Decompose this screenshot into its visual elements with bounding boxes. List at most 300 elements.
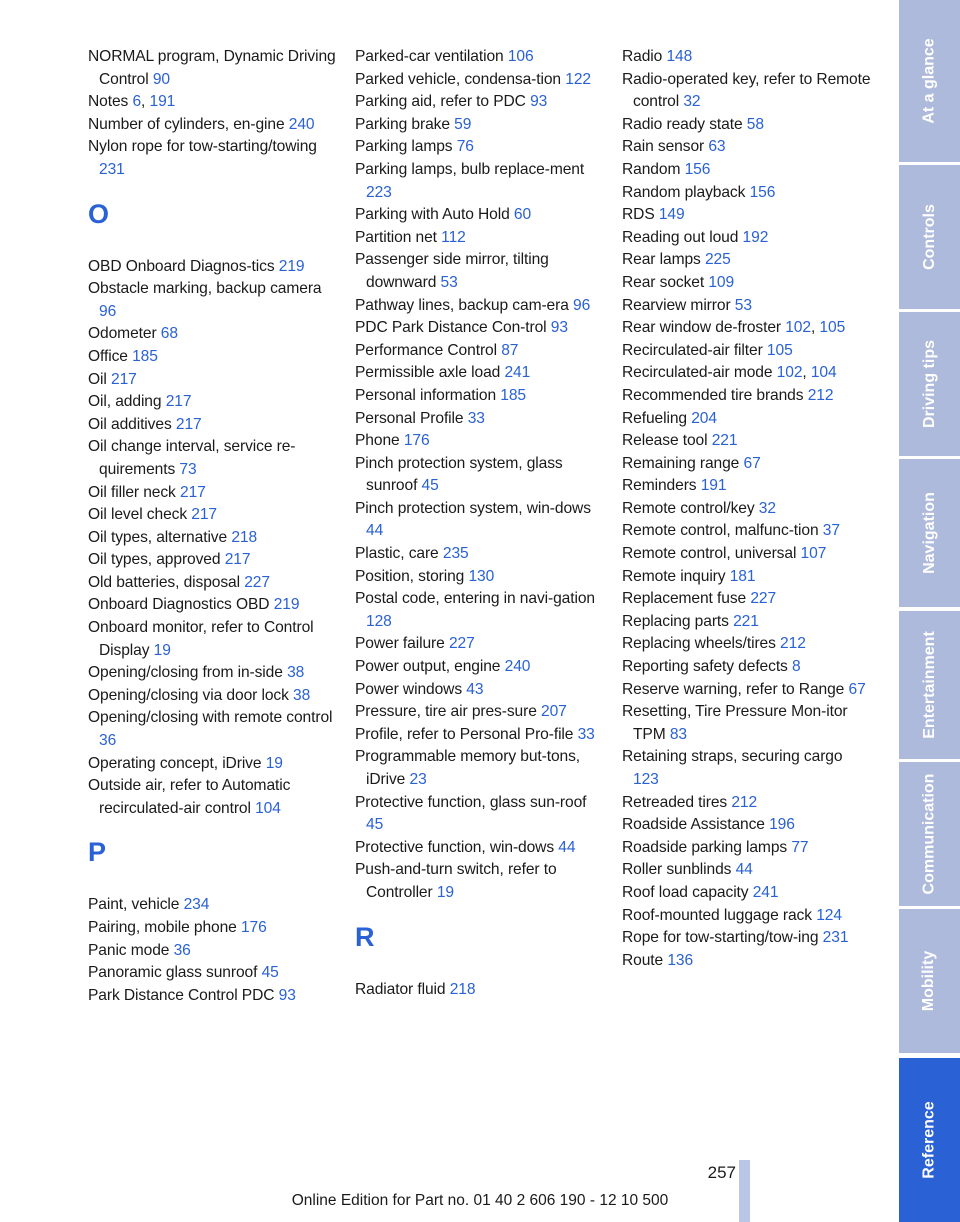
index-term: Replacing wheels/tires	[622, 635, 781, 653]
page-reference-link[interactable]: 19	[436, 883, 454, 901]
index-entry	[355, 792, 600, 837]
page-reference-link[interactable]: 136	[667, 951, 694, 969]
page-reference-link[interactable]: 219	[278, 257, 305, 275]
letter-heading: O	[88, 198, 110, 229]
index-entry	[355, 114, 600, 137]
index-entry	[622, 701, 872, 746]
page-reference-link[interactable]: 112	[441, 228, 466, 246]
page-reference-link[interactable]: 221	[733, 612, 759, 630]
page-reference-link[interactable]: 130	[468, 567, 495, 585]
index-term: Recirculated-air filter	[622, 341, 767, 359]
tab-driving-tips[interactable]	[899, 312, 960, 456]
tab-entertainment[interactable]	[899, 611, 960, 759]
index-entry	[88, 707, 338, 752]
index-term: Parking brake	[355, 115, 455, 133]
page-reference-link[interactable]: 96	[99, 302, 117, 320]
index-term: Retaining straps, securing cargo	[622, 748, 843, 766]
index-entry	[355, 317, 600, 340]
letter-heading: P	[88, 837, 107, 868]
page-reference-link[interactable]: 181	[729, 567, 756, 585]
page-reference-link[interactable]: 45	[421, 477, 439, 495]
page-reference-link[interactable]: 218	[449, 980, 476, 998]
page-reference-link[interactable]: 148	[666, 48, 693, 65]
tab-mobility[interactable]	[899, 909, 960, 1053]
page-reference-link[interactable]: 37	[822, 522, 840, 540]
index-term: Refueling	[622, 409, 692, 427]
page-reference-link[interactable]: 231	[99, 160, 125, 178]
index-entry	[622, 656, 872, 679]
page-reference-link[interactable]: 212	[807, 386, 834, 404]
tab-communication[interactable]	[899, 762, 960, 906]
index-term: Odometer	[88, 325, 161, 343]
page-reference-link[interactable]: 102	[785, 319, 811, 337]
index-entry	[355, 91, 600, 114]
index-entry	[622, 136, 872, 159]
index-term: Remaining range	[622, 454, 744, 472]
index-entry	[355, 159, 600, 204]
page-reference-link[interactable]: 219	[273, 596, 300, 614]
index-entry: Recirculated-air mode 102, 104	[622, 364, 837, 382]
tab-label: Entertainment	[920, 631, 938, 739]
chapter-tabs	[899, 0, 960, 1222]
index-term: Personal information	[355, 386, 501, 404]
page-reference-link[interactable]: 96	[573, 296, 591, 314]
index-entry	[355, 340, 600, 363]
index-term: Parking lamps, bulb replace-ment	[355, 160, 585, 178]
page-reference-link[interactable]: 68	[160, 325, 178, 343]
index-term: Rear window de-froster	[622, 319, 786, 337]
index-term: Outside air, refer to Automatic recirculated-air control	[88, 777, 291, 817]
page-reference-link[interactable]: 44	[366, 522, 384, 540]
page-reference-link[interactable]: 225	[704, 251, 731, 269]
index-entry	[622, 69, 872, 114]
page-reference-link[interactable]: 33	[577, 725, 595, 743]
page-reference-link[interactable]: 23	[409, 771, 427, 788]
index-term: Onboard monitor, refer to Control Display	[88, 619, 314, 659]
page-reference-link[interactable]: 45	[366, 816, 384, 834]
index-entry	[622, 453, 872, 476]
page-reference-link[interactable]: 87	[501, 341, 519, 359]
index-entry	[88, 572, 338, 595]
index-term: Power failure	[355, 635, 449, 653]
index-column-3	[622, 46, 872, 972]
index-entry	[355, 385, 600, 408]
index-term: Roof load capacity	[622, 883, 753, 901]
index-term: RDS	[622, 206, 659, 224]
page-reference-link[interactable]: 218	[231, 528, 258, 546]
tab-label: Communication	[920, 773, 938, 895]
index-term: Pairing, mobile phone	[88, 919, 241, 936]
index-entry	[88, 662, 338, 685]
index-entry	[88, 962, 338, 985]
page-reference-link[interactable]: 109	[708, 273, 735, 291]
index-entry	[355, 679, 600, 702]
index-term: Remote control, malfunc-tion	[622, 522, 823, 540]
index-entry	[355, 249, 600, 294]
index-term: Partition net	[355, 228, 442, 246]
page-reference-link[interactable]: 231	[822, 929, 849, 947]
page-reference-link[interactable]: 106	[507, 48, 534, 65]
page-reference-link[interactable]: 93	[550, 319, 568, 337]
page-reference-link[interactable]: 60	[513, 206, 532, 224]
index-entry	[88, 894, 338, 917]
index-entry	[355, 295, 600, 318]
index-term: Push-and-turn switch, refer to Controller	[355, 861, 557, 901]
index-entry	[622, 588, 872, 611]
page-reference-link[interactable]: 93	[278, 986, 296, 1004]
index-term: Profile, refer to Personal Pro-file	[355, 725, 578, 743]
index-term: Office	[88, 347, 133, 365]
index-entry	[622, 475, 872, 498]
page-reference-link[interactable]: 217	[175, 415, 202, 433]
index-term: Rear lamps	[622, 251, 705, 269]
index-entry	[622, 950, 872, 973]
page-reference-link[interactable]: 217	[224, 551, 251, 569]
index-entry	[88, 114, 338, 137]
index-entry	[355, 408, 600, 431]
index-term: Recommended tire brands	[622, 386, 808, 404]
page-reference-link[interactable]: 128	[366, 612, 392, 630]
page-reference-link[interactable]: 212	[780, 635, 806, 653]
page-reference-link[interactable]: 223	[366, 183, 392, 201]
index-term: Parking with Auto Hold	[355, 206, 514, 224]
index-entry	[622, 633, 872, 656]
index-entry	[622, 204, 872, 227]
page-reference-link[interactable]: 176	[403, 432, 430, 450]
page-reference-link[interactable]: 19	[153, 641, 171, 659]
index-entry	[88, 527, 338, 550]
index-entry	[88, 278, 338, 323]
page-reference-link[interactable]: 104	[255, 799, 281, 817]
index-entry	[355, 227, 600, 250]
index-term: Number of cylinders, en-gine	[88, 115, 289, 133]
index-entry	[622, 520, 872, 543]
index-term: OBD Onboard Diagnos-tics	[88, 257, 279, 275]
page-reference-link[interactable]: 240	[288, 115, 315, 133]
index-entry	[88, 391, 338, 414]
letter-heading: R	[355, 921, 375, 952]
index-entry	[88, 436, 338, 481]
index-entry	[88, 617, 338, 662]
page-reference-link[interactable]: 8	[792, 658, 801, 676]
index-term: Release tool	[622, 432, 712, 450]
page-reference-link[interactable]: 204	[691, 409, 717, 427]
page-number-bar	[739, 1160, 750, 1222]
index-term: Programmable memory but-tons, iDrive	[355, 748, 581, 788]
index-entry	[355, 746, 600, 791]
page-reference-link[interactable]: 107	[800, 545, 827, 563]
index-term: Reporting safety defects	[622, 658, 792, 676]
index-term: Obstacle marking, backup camera	[88, 280, 322, 298]
page-reference-link[interactable]: 217	[111, 370, 137, 388]
page-reference-link[interactable]: 33	[467, 409, 485, 427]
page-reference-link[interactable]: 19	[265, 754, 283, 772]
page-reference-link[interactable]: 105	[766, 341, 793, 359]
index-term: Rearview mirror	[622, 296, 735, 314]
index-term: Random	[622, 160, 685, 178]
page-reference-link[interactable]: 221	[711, 432, 738, 450]
page-reference-link[interactable]: 38	[287, 664, 305, 682]
index-entry	[355, 724, 600, 747]
page-reference-link[interactable]: 6	[132, 93, 142, 111]
index-entry	[355, 46, 600, 69]
tab-at-a-glance[interactable]	[899, 0, 960, 162]
page-reference-link[interactable]: 67	[743, 454, 761, 472]
page-reference-link[interactable]: 156	[684, 160, 711, 178]
index-term: Pressure, tire air pres-sure	[355, 703, 542, 721]
page-reference-link[interactable]: 123	[633, 771, 659, 788]
index-entry	[88, 917, 338, 940]
page-reference-link[interactable]: 234	[183, 896, 210, 914]
page-reference-link[interactable]: 196	[769, 816, 795, 834]
index-term: Reserve warning, refer to Range	[622, 680, 849, 698]
index-term: Pinch protection system, win-dows	[355, 499, 591, 517]
index-entry	[622, 882, 872, 905]
index-term: Old batteries, disposal	[88, 573, 245, 591]
index-term: Roadside Assistance	[622, 816, 770, 834]
index-term: Permissible axle load	[355, 364, 505, 382]
index-term: Plastic, care	[355, 545, 443, 563]
index-entry	[622, 498, 872, 521]
index-column-1	[88, 46, 338, 1007]
index-entry	[622, 566, 872, 589]
index-entry	[622, 859, 872, 882]
index-entry	[88, 136, 338, 181]
index-term: Roller sunblinds	[622, 861, 736, 879]
index-term: Remote control/key	[622, 499, 759, 517]
page-reference-link[interactable]: 83	[669, 725, 688, 743]
index-entry	[88, 414, 338, 437]
index-entry	[355, 837, 600, 860]
index-term: Opening/closing from in-side	[88, 664, 288, 682]
page-reference-link[interactable]: 227	[448, 635, 475, 653]
index-entry	[622, 837, 872, 860]
index-entry	[355, 588, 600, 633]
index-term: Performance Control	[355, 341, 502, 359]
index-entry	[622, 611, 872, 634]
page-reference-link[interactable]: 67	[848, 680, 866, 698]
index-term: Oil, adding	[88, 393, 166, 411]
index-entry	[622, 408, 872, 431]
page-reference-link[interactable]: 241	[504, 364, 531, 382]
page-reference-link[interactable]: 36	[99, 732, 117, 750]
index-entry	[622, 340, 872, 363]
index-term: Radiator fluid	[355, 980, 450, 998]
page-reference-link[interactable]: 38	[293, 686, 311, 704]
page-reference-link[interactable]: 104	[810, 364, 837, 382]
index-term: Panoramic glass sunroof	[88, 964, 262, 982]
index-term: Position, storing	[355, 567, 469, 585]
index-entry	[88, 753, 338, 776]
page-reference-link[interactable]: 122	[565, 70, 591, 88]
index-term: Remote control, universal	[622, 545, 801, 563]
index-entry	[88, 985, 338, 1008]
index-entry	[622, 295, 872, 318]
index-term: Recirculated-air mode	[622, 364, 777, 382]
index-term: Roadside parking lamps	[622, 838, 792, 856]
index-term: Parking aid, refer to PDC	[355, 93, 531, 111]
page-reference-link[interactable]: 32	[683, 93, 701, 111]
index-term: Reminders	[622, 477, 701, 495]
index-term: Oil filler neck	[88, 483, 180, 501]
index-term: Radio ready state	[622, 115, 747, 133]
index-term: Parked vehicle, condensa-tion	[355, 70, 566, 88]
index-entry	[622, 249, 872, 272]
page-reference-link[interactable]: 76	[456, 138, 474, 156]
index-term: Postal code, entering in navi-gation	[355, 590, 595, 608]
page-reference-link[interactable]: 90	[152, 70, 170, 88]
index-term: Protective function, glass sun-roof	[355, 793, 587, 811]
index-entry	[88, 504, 338, 527]
index-entry	[355, 204, 600, 227]
page-reference-link[interactable]: 43	[466, 680, 484, 698]
index-term: Rain sensor	[622, 138, 709, 156]
index-entry	[88, 594, 338, 617]
page-reference-link[interactable]: 124	[816, 906, 842, 924]
index-term: Nylon rope for tow-starting/towing	[88, 138, 317, 156]
index-entry	[355, 979, 600, 1002]
page-reference-link[interactable]: 240	[504, 658, 531, 676]
page-reference-link[interactable]: 93	[530, 93, 548, 111]
index-entry	[622, 679, 872, 702]
index-term: Personal Profile	[355, 409, 468, 427]
tab-label: At a glance	[920, 38, 938, 124]
page-reference-link[interactable]: 212	[731, 793, 758, 811]
index-term: Opening/closing via door lock	[88, 686, 294, 704]
index-term: Parked-car ventilation	[355, 48, 508, 65]
tab-label: Mobility	[920, 950, 938, 1012]
page-reference-link[interactable]: 235	[442, 545, 469, 563]
page-reference-link[interactable]: 176	[240, 919, 267, 936]
page-reference-link[interactable]: 185	[500, 386, 526, 404]
index-term: Route	[622, 951, 668, 969]
page-reference-link[interactable]: 63	[708, 138, 726, 156]
index-term: Radio	[622, 48, 667, 65]
index-entry	[355, 566, 600, 589]
index-entry	[622, 385, 872, 408]
index-entry	[622, 905, 872, 928]
page-reference-link[interactable]: 217	[165, 393, 192, 411]
index-entry: Notes 6, 191	[88, 93, 176, 111]
index-entry	[88, 323, 338, 346]
index-term: Oil	[88, 370, 111, 388]
index-entry	[622, 746, 872, 791]
index-entry	[355, 633, 600, 656]
tab-label: Navigation	[920, 492, 938, 574]
index-term: Resetting, Tire Pressure Mon-itor TPM	[622, 703, 848, 743]
page-reference-link[interactable]: 77	[791, 838, 809, 856]
index-term: Park Distance Control PDC	[88, 986, 279, 1004]
index-entry	[622, 927, 872, 950]
index-term: Replacing parts	[622, 612, 734, 630]
index-term: Protective function, win-dows	[355, 838, 559, 856]
page-reference-link[interactable]: 44	[735, 861, 753, 879]
index-entry	[355, 498, 600, 543]
footer-edition: Online Edition for Part no. 01 40 2 606 190 - 12 10 500	[291, 1192, 669, 1209]
index-entry	[622, 430, 872, 453]
index-term: Phone	[355, 432, 404, 450]
index-entry	[355, 701, 600, 724]
index-term: Remote inquiry	[622, 567, 730, 585]
index-term: Rope for tow-starting/tow-ing	[622, 929, 823, 947]
index-entry	[622, 227, 872, 250]
index-entry	[88, 940, 338, 963]
page-reference-link[interactable]: 58	[746, 115, 764, 133]
index-entry	[355, 362, 600, 385]
index-entry	[88, 46, 338, 91]
page-number: 257	[707, 1163, 736, 1182]
page-reference-link[interactable]: 227	[750, 590, 777, 608]
index-term: Replacement fuse	[622, 590, 751, 608]
index-term: Notes	[88, 93, 133, 111]
index-term: Passenger side mirror, tilting downward	[355, 251, 549, 291]
page-reference-link[interactable]: 207	[541, 703, 567, 721]
page-reference-link[interactable]: 45	[261, 964, 279, 982]
page-reference-link[interactable]: 191	[149, 93, 176, 111]
index-entry	[622, 814, 872, 837]
index-entry	[355, 859, 600, 904]
index-term: Roof-mounted luggage rack	[622, 906, 817, 924]
page-reference-link[interactable]: 102	[776, 364, 803, 382]
index-term: Oil types, alternative	[88, 528, 232, 546]
index-term: Random playback	[622, 183, 750, 201]
index-entry: Rear window de-froster 102, 105	[622, 319, 846, 337]
index-term: Oil additives	[88, 415, 176, 433]
page-reference-link[interactable]: 149	[658, 206, 685, 224]
tab-label: Driving tips	[920, 339, 938, 429]
tab-navigation[interactable]	[899, 459, 960, 607]
index-entry	[88, 256, 338, 279]
index-entry	[355, 69, 600, 92]
page-reference-link[interactable]: 105	[819, 319, 846, 337]
tab-label: Controls	[920, 204, 938, 270]
page-reference-link[interactable]: 36	[173, 941, 191, 959]
index-term: Power output, engine	[355, 658, 505, 676]
index-term: Pathway lines, backup cam-era	[355, 296, 574, 314]
index-term: NORMAL program, Dynamic Driving Control	[88, 48, 336, 88]
page-reference-link[interactable]: 59	[454, 115, 472, 133]
index-term: Reading out loud	[622, 228, 743, 246]
index-term: Operating concept, iDrive	[88, 754, 266, 772]
page-reference-link[interactable]: 73	[179, 460, 197, 478]
tab-controls[interactable]	[899, 165, 960, 309]
index-entry	[88, 685, 338, 708]
page-reference-link[interactable]: 191	[700, 477, 727, 495]
index-entry	[622, 182, 872, 205]
page-reference-link[interactable]: 156	[749, 183, 776, 201]
page-reference-link[interactable]: 227	[244, 573, 270, 591]
index-term: Power windows	[355, 680, 467, 698]
index-entry	[88, 369, 338, 392]
index-entry	[355, 430, 600, 453]
page-reference-link[interactable]: 53	[734, 296, 752, 314]
page-reference-link[interactable]: 32	[758, 499, 776, 517]
index-term: Retreaded tires	[622, 793, 732, 811]
page-reference-link[interactable]: 241	[752, 883, 779, 901]
index-entry	[88, 775, 338, 820]
page-reference-link[interactable]: 185	[132, 347, 158, 365]
page-reference-link[interactable]: 217	[191, 506, 217, 524]
index-entry	[88, 346, 338, 369]
page-reference-link[interactable]: 53	[440, 273, 458, 291]
index-term: Pinch protection system, glass sunroof	[355, 454, 563, 495]
page-reference-link[interactable]: 192	[742, 228, 769, 246]
index-term: Paint, vehicle	[88, 896, 184, 914]
index-term: Parking lamps	[355, 138, 457, 156]
page-reference-link[interactable]: 44	[558, 838, 576, 856]
index-term: Oil level check	[88, 506, 192, 524]
page-reference-link[interactable]: 217	[180, 483, 206, 501]
